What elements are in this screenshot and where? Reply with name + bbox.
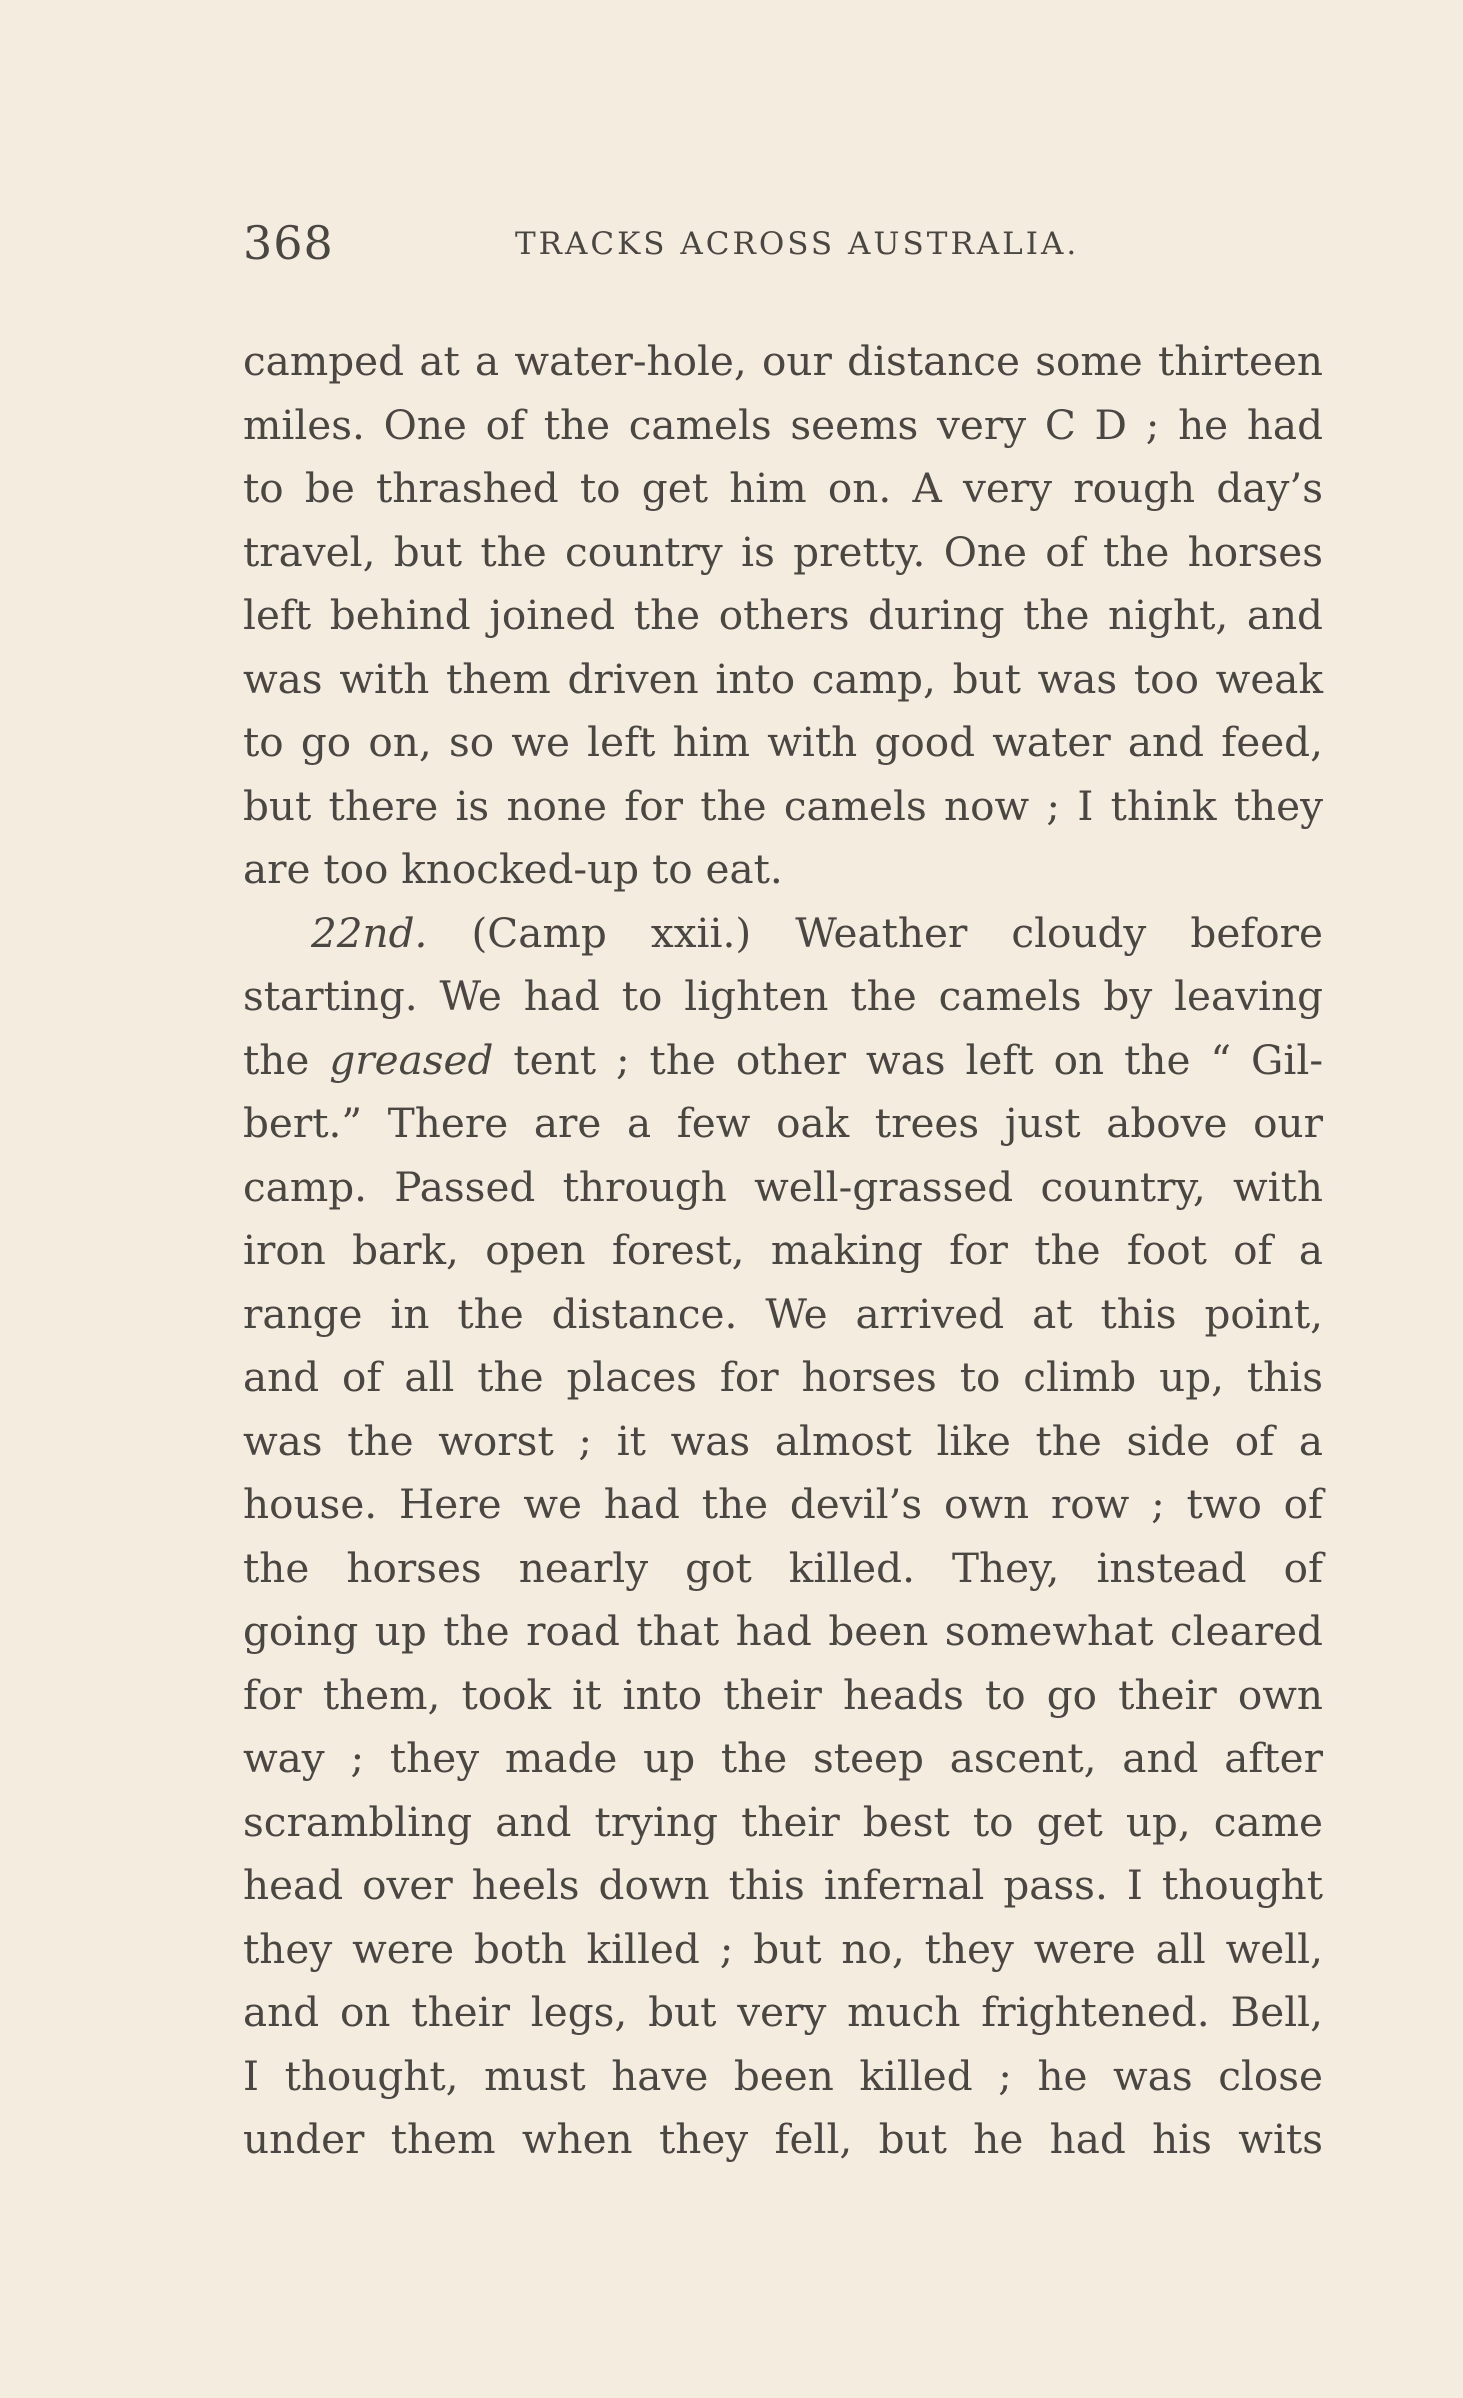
- text-line: head over heels down this infernal pass. I thought: [243, 1861, 1323, 1909]
- entry-date: 22nd.: [311, 908, 428, 957]
- text-line: and on their legs, but very much frightened. Bell,: [243, 1988, 1323, 2036]
- text-line: they were both killed ; but no, they were all well,: [243, 1924, 1323, 1973]
- text-segment: the: [243, 1035, 330, 1084]
- paragraph-end-line: are too knocked-up to eat.: [243, 845, 783, 893]
- text-line: for them, took it into their heads to go their own: [243, 1670, 1323, 1719]
- text-line: and of all the places for horses to climb up, this: [243, 1353, 1323, 1401]
- text-line: house. Here we had the devil’s own row ; two of: [243, 1480, 1323, 1528]
- text-line: way ; they made up the steep ascent, and after: [243, 1734, 1323, 1782]
- text-line: to be thrashed to get him on. A very rough day’s: [243, 464, 1323, 512]
- entry-text: (Camp xxii.) Weather cloudy before: [427, 908, 1323, 957]
- text-line: I thought, must have been killed ; he was close: [243, 2051, 1323, 2100]
- text-line: range in the distance. We arrived at this point,: [243, 1289, 1323, 1338]
- text-line: iron bark, open forest, making for the foot of a: [243, 1226, 1323, 1274]
- text-line: travel, but the country is pretty. One of the horses: [243, 527, 1323, 576]
- text-line: camped at a water-hole, our distance some thirteen: [243, 337, 1323, 385]
- text-line: left behind joined the others during the night, and: [243, 591, 1323, 639]
- text-line: was the worst ; it was almost like the side of a: [243, 1416, 1323, 1465]
- text-segment: tent ; the other was left on the “ Gil-: [493, 1035, 1324, 1084]
- text-line: under them when they fell, but he had his wits: [243, 2115, 1323, 2163]
- running-head: TRACKS ACROSS AUSTRALIA.: [515, 226, 1080, 262]
- text-line: the horses nearly got killed. They, instead of: [243, 1543, 1323, 1592]
- page-header: [243, 212, 1323, 272]
- text-line: miles. One of the camels seems very C D ; he had: [243, 400, 1323, 449]
- page-number: 368: [243, 216, 334, 270]
- text-line: scrambling and trying their best to get up, came: [243, 1797, 1323, 1846]
- text-line: starting. We had to lighten the camels by leaving: [243, 972, 1323, 1020]
- text-line: to go on, so we left him with good water and feed,: [243, 718, 1323, 766]
- text-line: going up the road that had been somewhat cleared: [243, 1607, 1323, 1655]
- text-line-with-italic: [243, 1029, 1323, 1093]
- italic-word: greased: [329, 1035, 494, 1084]
- body-text: [243, 330, 1323, 2172]
- text-line: bert.” There are a few oak trees just above our: [243, 1099, 1323, 1147]
- entry-first-line: [243, 902, 1323, 966]
- text-line: but there is none for the camels now ; I think they: [243, 781, 1323, 830]
- text-line: was with them driven into camp, but was too weak: [243, 654, 1323, 703]
- text-line: camp. Passed through well-grassed country, with: [243, 1162, 1323, 1211]
